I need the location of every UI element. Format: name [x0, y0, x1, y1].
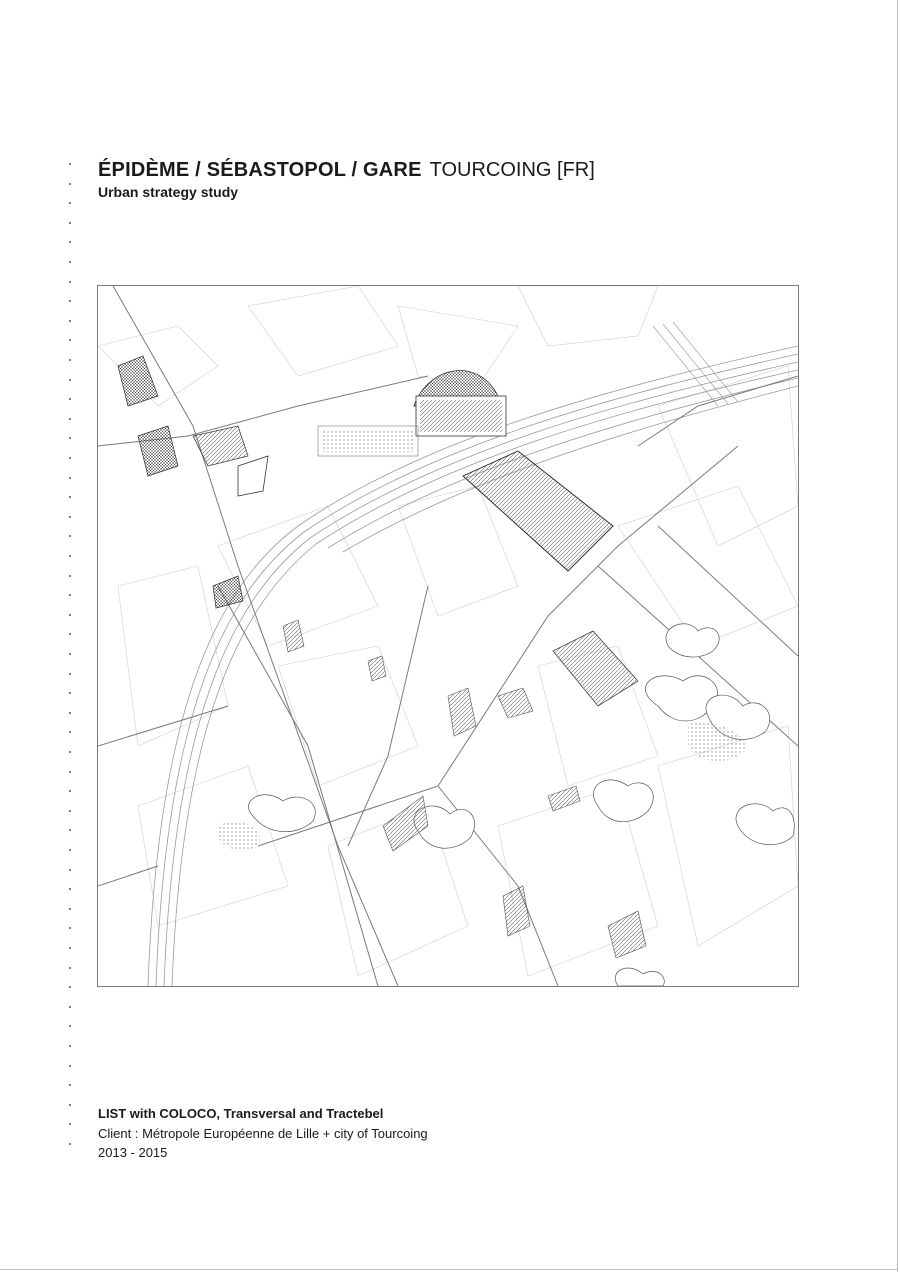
credit-years: 2013 - 2015 — [98, 1145, 168, 1160]
planted-areas — [217, 722, 748, 850]
margin-dot — [69, 849, 71, 851]
industrial-hall — [463, 451, 613, 571]
margin-dot — [69, 516, 71, 518]
margin-dot — [69, 771, 71, 773]
margin-dot — [69, 908, 71, 910]
credit-team: LIST with COLOCO, Transversal and Tractebel — [98, 1106, 384, 1121]
margin-dot — [69, 614, 71, 616]
margin-dot — [69, 1006, 71, 1008]
margin-dot — [69, 1104, 71, 1106]
margin-dot — [69, 1084, 71, 1086]
margin-dot — [69, 281, 71, 283]
project-title: ÉPIDÈME / SÉBASTOPOL / GARE — [98, 159, 422, 181]
margin-dot — [69, 731, 71, 733]
station-plaza — [318, 426, 418, 456]
page-edge — [0, 1269, 898, 1270]
margin-dot — [69, 1025, 71, 1027]
margin-dot — [69, 359, 71, 361]
margin-dot — [69, 673, 71, 675]
margin-dot — [69, 183, 71, 185]
margin-dot — [69, 418, 71, 420]
margin-dot — [69, 457, 71, 459]
margin-dot — [69, 555, 71, 557]
margin-dot — [69, 261, 71, 263]
margin-dot — [69, 339, 71, 341]
margin-dot — [69, 1045, 71, 1047]
title-block — [98, 157, 798, 201]
margin-dot — [69, 477, 71, 479]
margin-dot — [69, 594, 71, 596]
project-location: TOURCOING [FR] — [429, 159, 595, 181]
margin-dot — [69, 633, 71, 635]
margin-dot — [69, 829, 71, 831]
tree-clusters — [248, 624, 794, 986]
margin-dot — [69, 1143, 71, 1145]
margin-dot — [69, 653, 71, 655]
margin-dot — [69, 986, 71, 988]
margin-dot — [69, 947, 71, 949]
credits-block — [98, 1104, 698, 1163]
margin-dot — [69, 163, 71, 165]
page-title — [98, 157, 798, 183]
station-building — [414, 371, 506, 436]
left-tower-blocks — [118, 356, 268, 608]
margin-dot — [69, 927, 71, 929]
margin-dot — [69, 320, 71, 322]
margin-dot — [69, 398, 71, 400]
page-edge — [897, 0, 898, 1272]
site-plan-svg — [98, 286, 798, 986]
margin-dot — [69, 379, 71, 381]
margin-dot — [69, 222, 71, 224]
margin-dot — [69, 810, 71, 812]
margin-dot — [69, 300, 71, 302]
railway-tracks — [148, 346, 798, 986]
margin-dot — [69, 712, 71, 714]
warehouse-roofs — [553, 631, 638, 706]
margin-dot — [69, 967, 71, 969]
margin-dot — [69, 1123, 71, 1125]
margin-dot — [69, 790, 71, 792]
margin-dot-rule — [68, 163, 74, 1163]
overpass — [653, 322, 738, 406]
margin-dot — [69, 241, 71, 243]
margin-dot — [69, 496, 71, 498]
site-plan-drawing — [97, 285, 799, 987]
margin-dot — [69, 1065, 71, 1067]
margin-dot — [69, 437, 71, 439]
margin-dot — [69, 869, 71, 871]
margin-dot — [69, 751, 71, 753]
margin-dot — [69, 692, 71, 694]
margin-dot — [69, 888, 71, 890]
margin-dot — [69, 535, 71, 537]
credit-client: Client : Métropole Européenne de Lille + city of Tourcoing — [98, 1125, 428, 1141]
margin-dot — [69, 202, 71, 204]
margin-dot — [69, 575, 71, 577]
project-subtitle: Urban strategy study — [98, 184, 239, 200]
